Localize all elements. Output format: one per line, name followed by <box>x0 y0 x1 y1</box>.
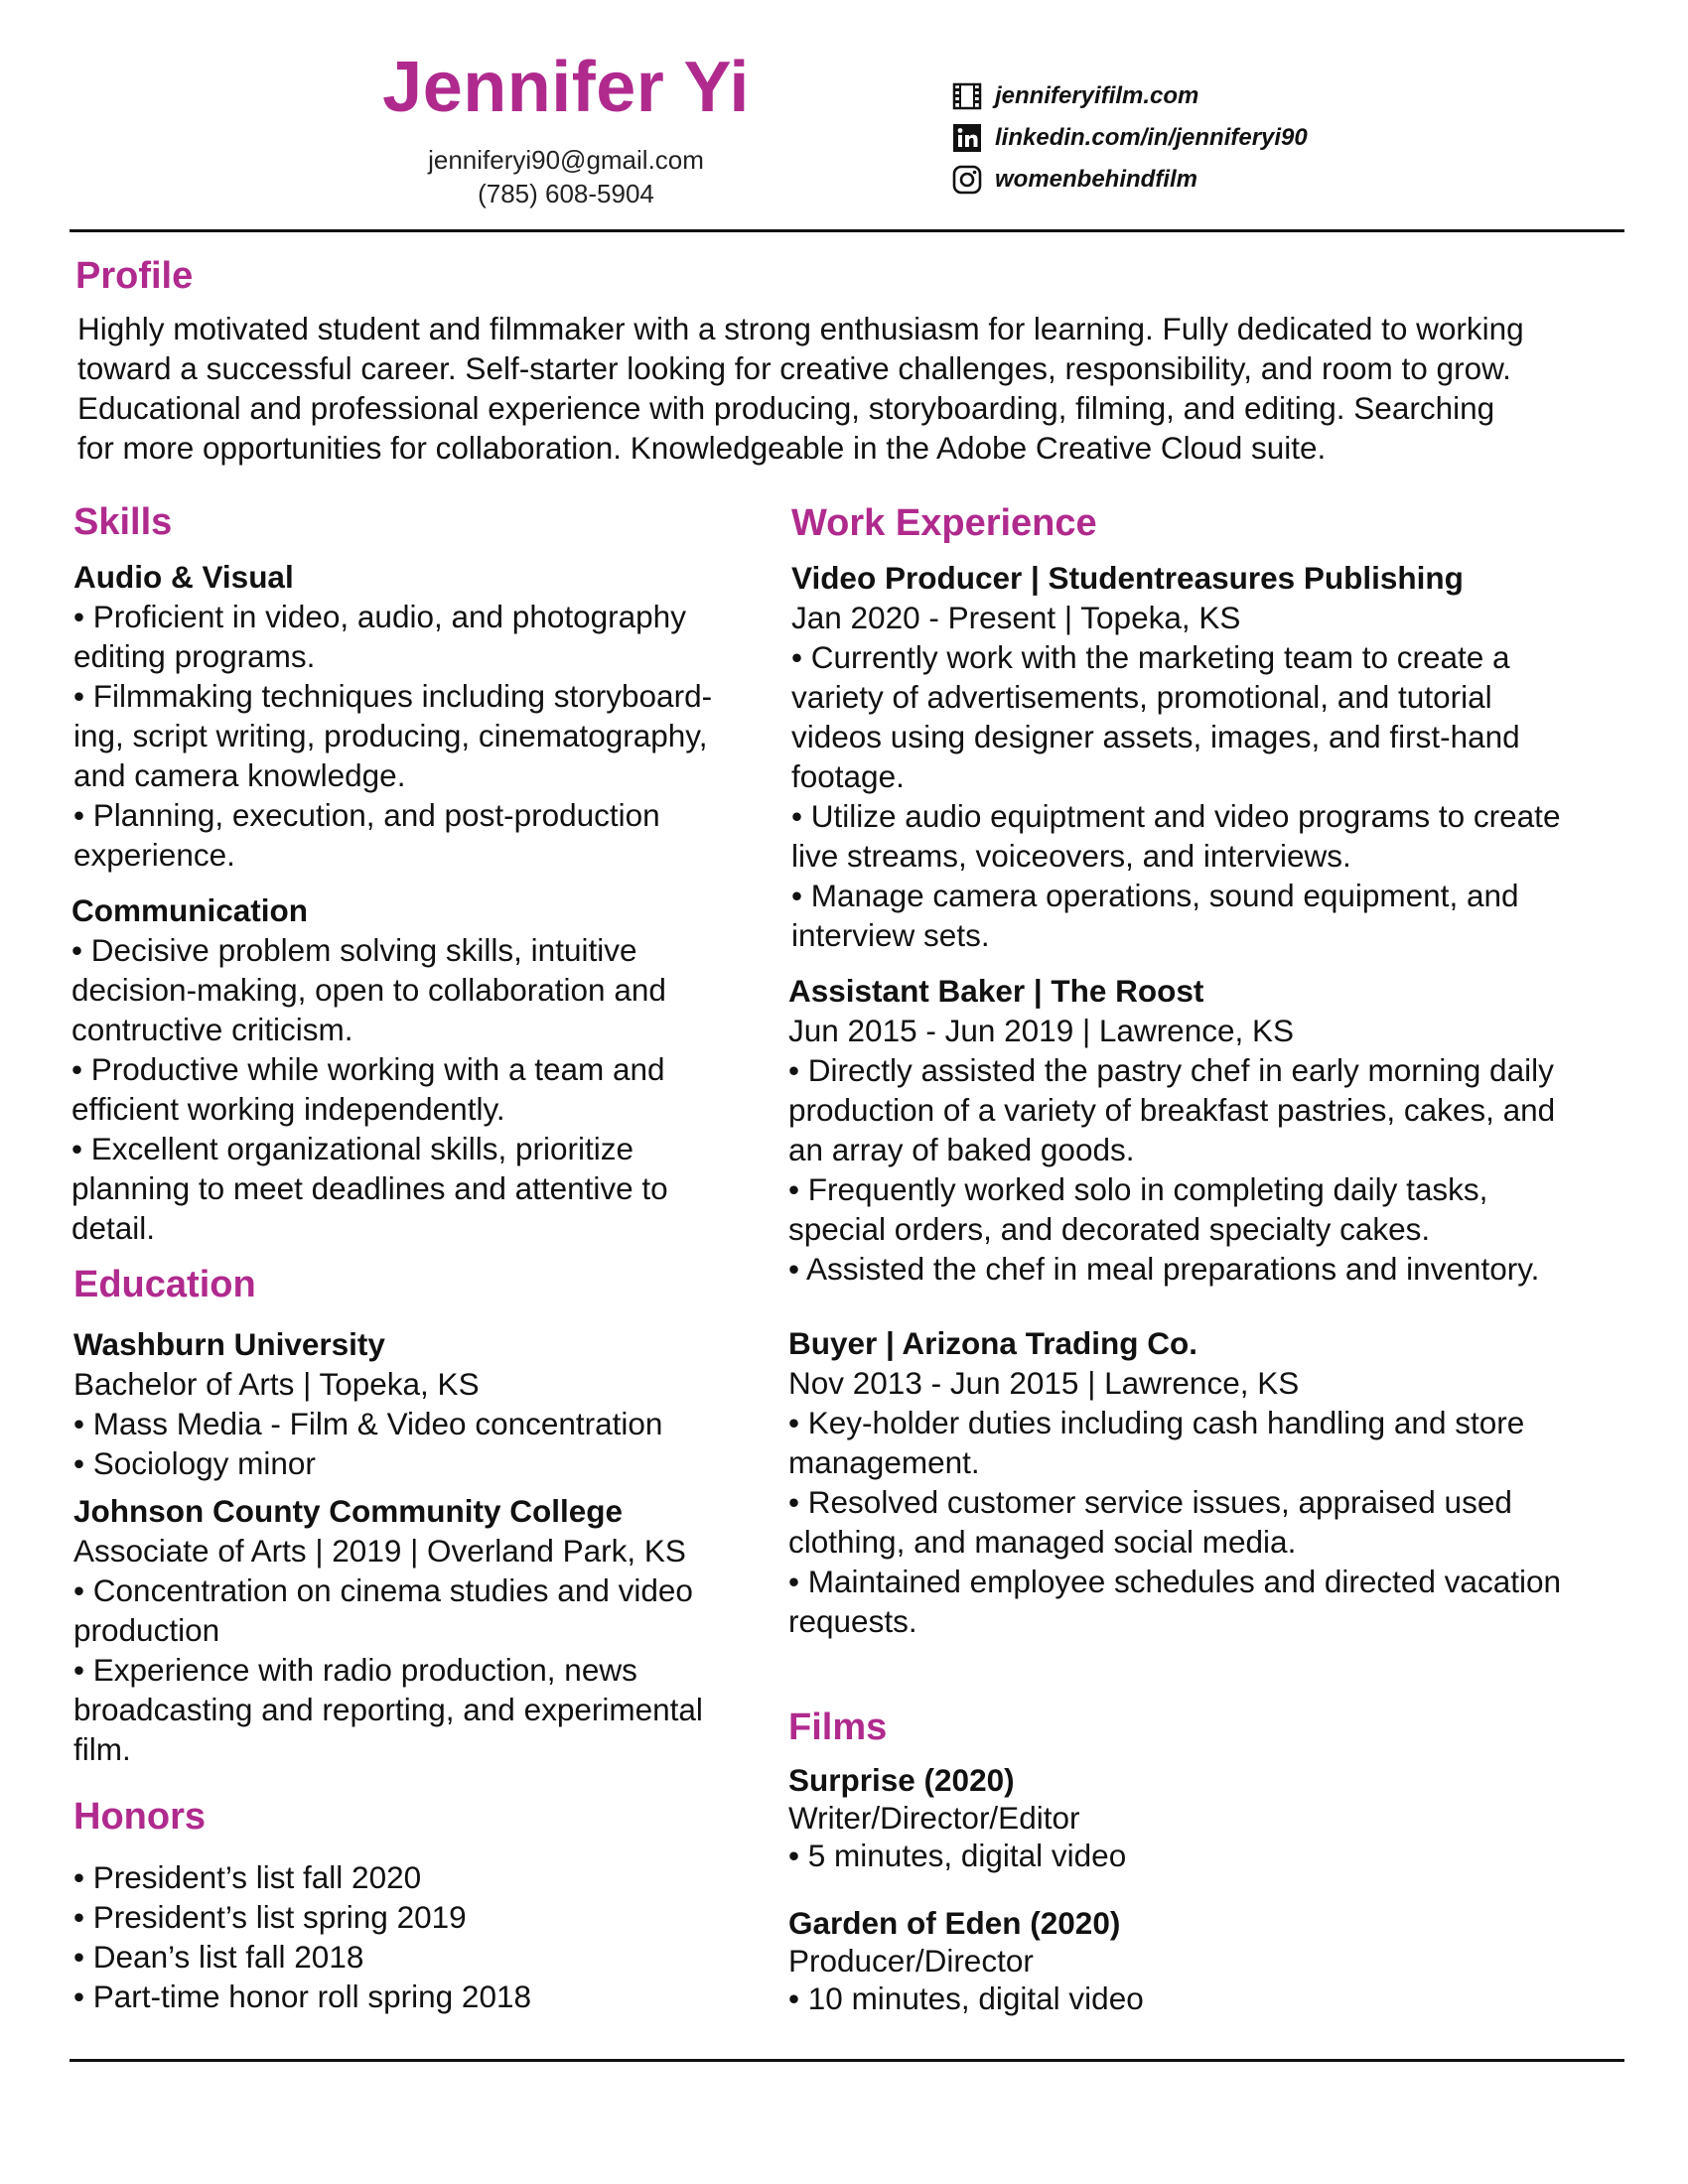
honor-item: • Part-time honor roll spring 2018 <box>73 1979 531 2014</box>
honors-list <box>73 1857 769 2016</box>
school-name: Johnson County Community College <box>73 1493 624 1529</box>
website-link[interactable] <box>951 75 1507 117</box>
film-detail: • 5 minutes, digital video <box>788 1838 1127 1873</box>
job-line: requests. <box>788 1603 917 1639</box>
profile-line: toward a successful career. Self-starter looking for creative challenges, responsibility, and room to grow. <box>77 350 1511 386</box>
skill-line: ing, script writing, producing, cinematography, <box>73 718 708 753</box>
film-title: Surprise (2020) <box>788 1762 1015 1798</box>
skills-audio-visual <box>73 557 769 875</box>
skill-line: experience. <box>73 837 235 873</box>
skills-communication <box>71 890 767 1248</box>
job-line: • Resolved customer service issues, appraised used <box>788 1484 1512 1520</box>
job-line: clothing, and managed social media. <box>788 1524 1297 1560</box>
skill-line: detail. <box>71 1210 156 1246</box>
skill-line: contructive criticism. <box>71 1012 353 1047</box>
film-role: Producer/Director <box>788 1943 1034 1979</box>
job-line: • Manage camera operations, sound equipment, and <box>791 878 1519 913</box>
skill-line: • Filmmaking techniques including storyboard- <box>73 678 713 714</box>
education-line: production <box>73 1612 220 1648</box>
film-title: Garden of Eden (2020) <box>788 1905 1121 1941</box>
skill-line: and camera knowledge. <box>73 757 406 793</box>
education-washburn <box>73 1324 769 1483</box>
work-heading: Work Experience <box>791 502 1097 544</box>
job-heading: Buyer | Arizona Trading Co. <box>788 1325 1197 1361</box>
job-line: an array of baked goods. <box>788 1132 1135 1167</box>
skill-line: planning to meet deadlines and attentive to <box>71 1170 668 1206</box>
education-line: Associate of Arts | 2019 | Overland Park, KS <box>73 1533 686 1569</box>
linkedin-icon <box>951 122 983 154</box>
profile-line: Educational and professional experience with producing, storyboarding, filming, and editing. Searching <box>77 390 1495 426</box>
job-line: • Directly assisted the pastry chef in early morning daily <box>788 1052 1554 1088</box>
job-line: Nov 2013 - Jun 2015 | Lawrence, KS <box>788 1365 1300 1401</box>
job-video-producer <box>791 558 1625 955</box>
film-role: Writer/Director/Editor <box>788 1800 1080 1836</box>
linkedin-label: linkedin.com/in/jenniferyi90 <box>995 124 1308 151</box>
job-line: videos using designer assets, images, and first-hand <box>791 719 1520 754</box>
skill-line: • Proficient in video, audio, and photography <box>73 599 686 634</box>
skill-line: • Planning, execution, and post-production <box>73 797 660 833</box>
film-surprise <box>788 1761 1622 1874</box>
job-line: interview sets. <box>791 917 990 953</box>
job-line: footage. <box>791 758 905 794</box>
education-jccc <box>73 1491 769 1769</box>
education-line: • Mass Media - Film & Video concentration <box>73 1406 663 1441</box>
job-buyer <box>788 1323 1622 1641</box>
job-line: • Maintained employee schedules and directed vacation <box>788 1564 1562 1599</box>
job-line: • Utilize audio equiptment and video programs to create <box>791 798 1561 834</box>
film-detail: • 10 minutes, digital video <box>788 1980 1144 2016</box>
job-line: management. <box>788 1444 980 1480</box>
school-name: Washburn University <box>73 1326 385 1362</box>
skill-line: • Productive while working with a team and <box>71 1051 665 1087</box>
job-line: • Assisted the chef in meal preparations and inventory. <box>788 1251 1540 1287</box>
education-heading: Education <box>73 1264 256 1305</box>
skill-line: editing programs. <box>73 638 316 674</box>
job-heading: Video Producer | Studentreasures Publishing <box>791 560 1464 596</box>
skill-line: • Excellent organizational skills, prioritize <box>71 1131 634 1166</box>
top-divider <box>70 229 1624 232</box>
profile-line: for more opportunities for collaboration. Knowledgeable in the Adobe Creative Cloud suite. <box>77 430 1327 466</box>
education-line: • Sociology minor <box>73 1445 316 1481</box>
film-icon <box>951 80 983 112</box>
skill-group-heading: Audio & Visual <box>73 559 294 595</box>
education-line: • Concentration on cinema studies and video <box>73 1572 693 1608</box>
job-line: Jan 2020 - Present | Topeka, KS <box>791 600 1241 635</box>
skill-line: efficient working independently. <box>71 1091 505 1127</box>
bottom-divider <box>70 2059 1624 2062</box>
job-assistant-baker <box>788 971 1622 1289</box>
job-line: • Currently work with the marketing team to create a <box>791 639 1510 675</box>
job-line: • Frequently worked solo in completing daily tasks, <box>788 1171 1488 1207</box>
email-text: jenniferyi90@gmail.com <box>428 145 704 175</box>
education-line: • Experience with radio production, news <box>73 1652 637 1688</box>
profile-summary <box>77 309 1626 468</box>
skill-group-heading: Communication <box>71 892 309 928</box>
job-line: special orders, and decorated specialty cakes. <box>788 1211 1431 1247</box>
honor-item: • President’s list fall 2020 <box>73 1859 422 1895</box>
job-line: production of a variety of breakfast pastries, cakes, and <box>788 1092 1556 1128</box>
job-line: Jun 2015 - Jun 2019 | Lawrence, KS <box>788 1013 1295 1048</box>
instagram-icon <box>951 164 983 196</box>
instagram-link[interactable] <box>951 159 1507 201</box>
profile-heading: Profile <box>75 255 194 297</box>
job-line: • Key-holder duties including cash handling and store <box>788 1405 1525 1440</box>
film-garden-of-eden <box>788 1904 1622 2017</box>
education-line: broadcasting and reporting, and experimental <box>73 1692 703 1727</box>
candidate-name: Jennifer Yi <box>382 48 750 127</box>
honor-item: • Dean’s list fall 2018 <box>73 1939 364 1975</box>
skill-line: • Decisive problem solving skills, intuitive <box>71 932 637 968</box>
linkedin-link[interactable] <box>951 117 1507 159</box>
website-label: jenniferyifilm.com <box>995 82 1199 109</box>
job-line: variety of advertisements, promotional, and tutorial <box>791 679 1492 715</box>
education-line: Bachelor of Arts | Topeka, KS <box>73 1366 480 1402</box>
job-line: live streams, voiceovers, and interviews. <box>791 838 1351 874</box>
honor-item: • President’s list spring 2019 <box>73 1899 467 1935</box>
education-line: film. <box>73 1731 131 1767</box>
skills-heading: Skills <box>73 501 173 543</box>
profile-line: Highly motivated student and filmmaker with a strong enthusiasm for learning. Fully dedicated to working <box>77 311 1524 346</box>
instagram-label: womenbehindfilm <box>995 166 1197 193</box>
social-links <box>951 75 1507 201</box>
honors-heading: Honors <box>73 1796 206 1838</box>
skill-line: decision-making, open to collaboration and <box>71 972 666 1008</box>
job-heading: Assistant Baker | The Roost <box>788 973 1204 1009</box>
phone-text: (785) 608-5904 <box>478 179 654 208</box>
films-heading: Films <box>788 1706 888 1748</box>
